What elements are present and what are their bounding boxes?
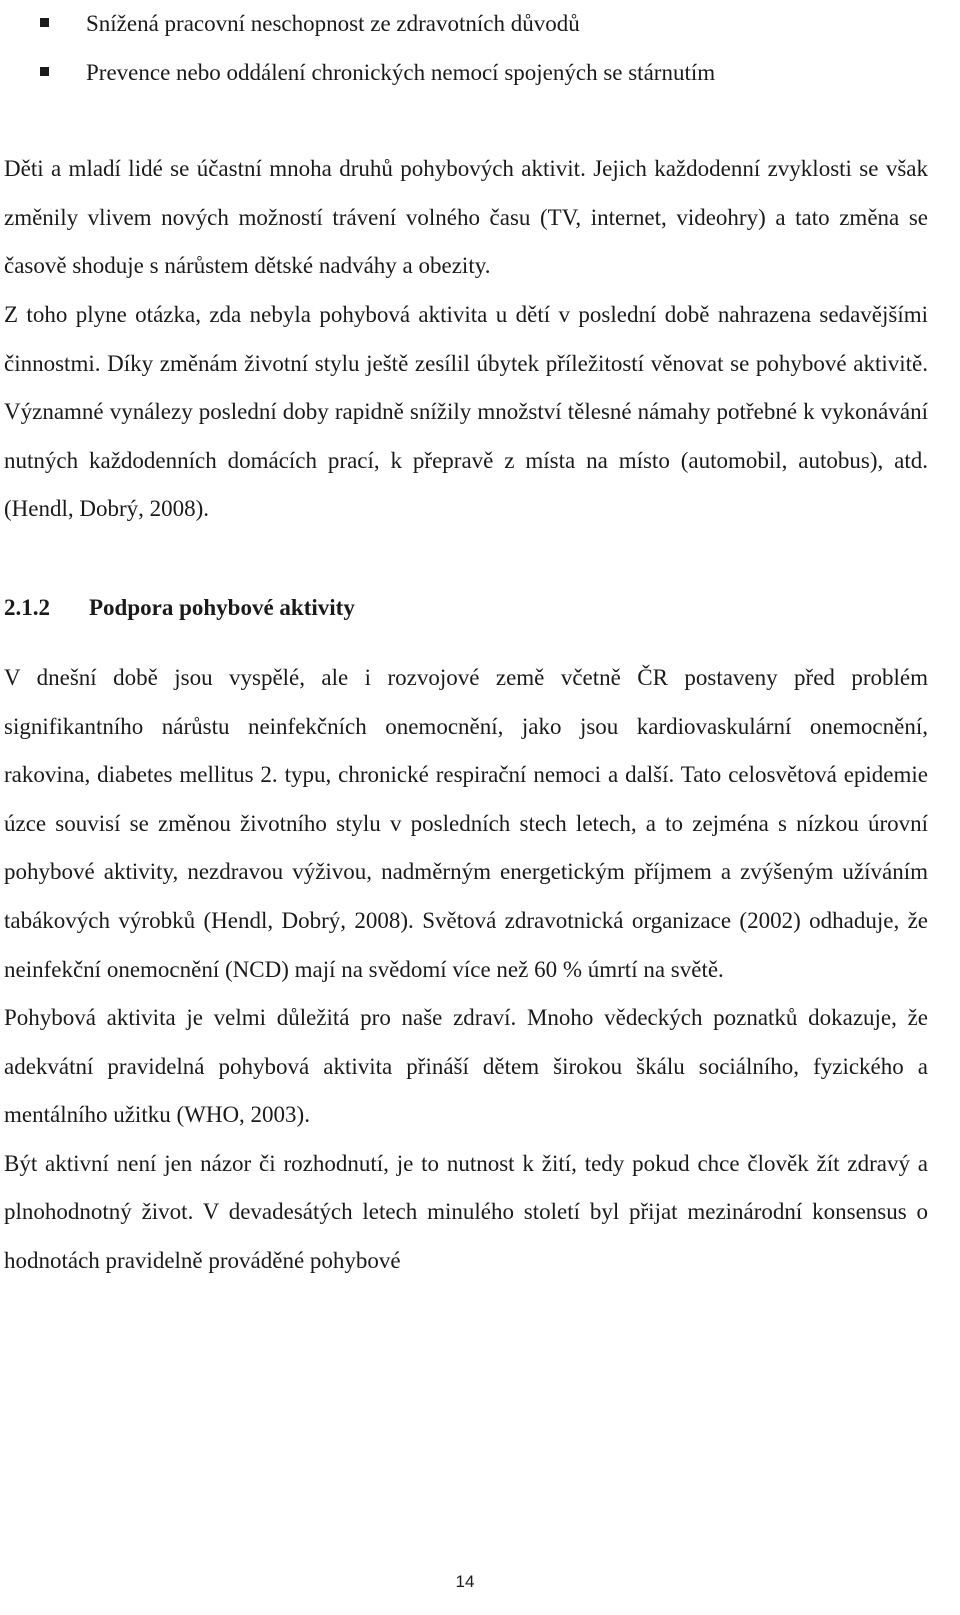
paragraph: Pohybová aktivita je velmi důležitá pro naše zdraví. Mnoho vědeckých poznatků dokazuje, že adekvátní pravidelná pohybová aktivita přináší dětem širokou škálu sociálního, fyzického a mentálního užitku (WHO, 2003). (4, 1005, 928, 1128)
paragraph: Být aktivní není jen názor či rozhodnutí, je to nutnost k žití, tedy pokud chce člověk žít zdravý a plnohodnotný život. V devadesátých letech minulého století byl přijat mezinárodní konsensus o hodnotách pravidelně prováděné pohybové (4, 1150, 928, 1274)
paragraph: Děti a mladí lidé se účastní mnoha druhů pohybových aktivit. Jejich každodenní zvyklosti se však změnily vlivem nových možností trávení volného času (TV, internet, videohry) a tato změna se časově shoduje s nárůstem dětské nadváhy a obezity. (4, 156, 928, 279)
bullet-text: Snížená pracovní neschopnost ze zdravotních důvodů (86, 11, 580, 36)
bullet-list (4, 0, 928, 97)
page-content (4, 0, 928, 1286)
bullet-item (4, 0, 928, 49)
bullet-text: Prevence nebo oddálení chronických nemocí spojených se stárnutím (86, 59, 716, 85)
square-bullet-icon (40, 67, 49, 76)
paragraph: V dnešní době jsou vyspělé, ale i rozvojové země včetně ČR postaveny před problém signifikantního nárůstu neinfekčních onemocnění, jako jsou kardiovaskulární onemocnění, rakovina, diabetes mellitus 2. typu, chronické respirační nemoci a další. Tato celosvětová epidemie úzce souvisí se změnou životního stylu v posledních stech letech, a to zejména s nízkou úrovní pohybové aktivity, nezdravou výživou, nadměrným energetickým příjmem a zvýšeným užíváním tabákových výrobků (Hendl, Dobrý, 2008). Světová zdravotnická organizace (2002) odhaduje, že neinfekční onemocnění (NCD) mají na svědomí více než 60 % úmrtí na světě. (4, 664, 928, 982)
page-number: 14 (455, 1572, 475, 1591)
paragraph: Z toho plyne otázka, zda nebyla pohybová aktivita u dětí v poslední době nahrazena sedavějšími činnostmi. Díky změnám životní stylu ještě zesílil úbytek příležitostí věnovat se pohybové aktivitě. Významné vynálezy poslední doby rapidně snížily množství tělesné námahy potřebné k vykonávání nutných každodenních domácích prací, k přepravě z místa na místo (automobil, autobus), atd. (Hendl, Dobrý, 2008). (4, 301, 928, 522)
section-title: Podpora pohybové aktivity (89, 594, 355, 620)
bullet-item (4, 49, 928, 98)
section-heading (4, 584, 928, 632)
section-number: 2.1.2 (4, 594, 50, 620)
square-bullet-icon (40, 18, 49, 27)
